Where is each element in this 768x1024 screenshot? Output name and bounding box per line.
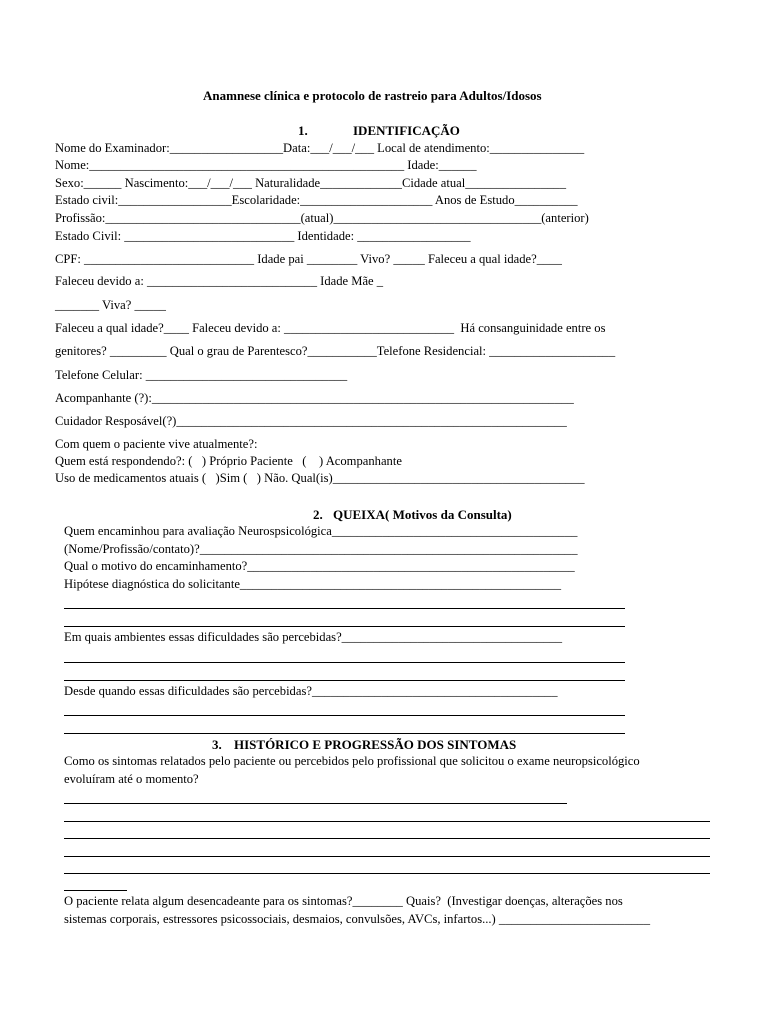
field-profissao-line[interactable]: Profissão:_______________________________(atual)_________________________________(anterior) <box>55 211 589 225</box>
field-faleceu-mae-line[interactable]: Faleceu a qual idade?____ Faleceu devido a: ___________________________ Há consanguinidade entre os <box>55 321 606 335</box>
field-sexo-line[interactable]: Sexo:______ Nascimento:___/___/___ Naturalidade_____________Cidade atual________________ <box>55 176 567 190</box>
blank-answer-line[interactable] <box>64 856 710 857</box>
field-ambientes-line[interactable]: Em quais ambientes essas dificuldades são percebidas?___________________________________ <box>64 630 563 644</box>
field-estado-civil-2-line[interactable]: Estado Civil: ___________________________ Identidade: __________________ <box>55 229 471 243</box>
blank-answer-line[interactable] <box>64 733 625 734</box>
blank-answer-line[interactable] <box>64 803 567 804</box>
section-3-number: 3. <box>212 737 222 752</box>
section-2-number: 2. <box>313 507 323 522</box>
section-1-title: IDENTIFICAÇÃO <box>353 123 460 138</box>
question-evolucao-text-cont: evoluíram até o momento? <box>64 772 199 786</box>
blank-answer-line[interactable] <box>64 873 710 874</box>
blank-answer-line[interactable] <box>64 890 127 891</box>
blank-answer-line[interactable] <box>64 626 625 627</box>
field-vive-com-line[interactable]: Com quem o paciente vive atualmente?: <box>55 437 258 451</box>
field-motivo-line[interactable]: Qual o motivo do encaminhamento?____________________________________________________ <box>64 559 575 573</box>
field-encaminhou-line[interactable]: Quem encaminhou para avaliação Neurospsicológica_______________________________________ <box>64 524 578 538</box>
blank-answer-line[interactable] <box>64 715 625 716</box>
question-evolucao-text: Como os sintomas relatados pelo paciente ou percebidos pelo profissional que solicitou o exame neuropsicológico <box>64 754 640 768</box>
blank-answer-line[interactable] <box>64 680 625 681</box>
field-telefone-celular-line[interactable]: Telefone Celular: ________________________________ <box>55 368 348 382</box>
field-acompanhante-line[interactable]: Acompanhante (?):___________________________________________________________________ <box>55 391 574 405</box>
section-3-title: HISTÓRICO E PROGRESSÃO DOS SINTOMAS <box>234 737 517 752</box>
field-estado-civil-line[interactable]: Estado civil:__________________Escolaridade:_____________________ Anos de Estudo__________ <box>55 193 578 207</box>
field-nome-line[interactable]: Nome:__________________________________________________ Idade:______ <box>55 158 477 172</box>
field-cuidador-line[interactable]: Cuidador Resposável(?)______________________________________________________________ <box>55 414 567 428</box>
section-1-number: 1. <box>298 123 308 138</box>
blank-answer-line[interactable] <box>64 821 710 822</box>
field-medicamentos-line[interactable]: Uso de medicamentos atuais ( )Sim ( ) Não. Qual(is)________________________________________ <box>55 471 585 485</box>
field-hipotese-line[interactable]: Hipótese diagnóstica do solicitante___________________________________________________ <box>64 577 562 591</box>
document-title: Anamnese clínica e protocolo de rastreio para Adultos/Idosos <box>203 88 542 103</box>
field-cpf-line[interactable]: CPF: ___________________________ Idade pai ________ Vivo? _____ Faleceu a qual idade?____ <box>55 252 562 266</box>
question-desencadeante-text[interactable]: O paciente relata algum desencadeante para os sintomas?________ Quais? (Investigar doenças, alterações nos <box>64 894 623 908</box>
field-genitores-line[interactable]: genitores? _________ Qual o grau de Parentesco?___________Telefone Residencial: ____________________ <box>55 344 616 358</box>
field-desde-quando-line[interactable]: Desde quando essas dificuldades são percebidas?_______________________________________ <box>64 684 558 698</box>
field-respondendo-line[interactable]: Quem está respondendo?: ( ) Próprio Paciente ( ) Acompanhante <box>55 454 402 468</box>
field-contato-line[interactable]: (Nome/Profissão/contato)?____________________________________________________________ <box>64 542 578 556</box>
blank-answer-line[interactable] <box>64 608 625 609</box>
field-faleceu-pai-line[interactable]: Faleceu devido a: ___________________________ Idade Mãe _ <box>55 274 384 288</box>
question-desencadeante-text-cont[interactable]: sistemas corporais, estressores psicossociais, desmaios, convulsões, AVCs, infartos...) ________________________ <box>64 912 651 926</box>
blank-answer-line[interactable] <box>64 662 625 663</box>
blank-answer-line[interactable] <box>64 838 710 839</box>
field-examinador-line[interactable]: Nome do Examinador:__________________Data:___/___/___ Local de atendimento:_______________ <box>55 141 585 155</box>
field-viva-line[interactable]: _______ Viva? _____ <box>55 298 166 312</box>
section-2-title: QUEIXA( Motivos da Consulta) <box>333 507 512 522</box>
